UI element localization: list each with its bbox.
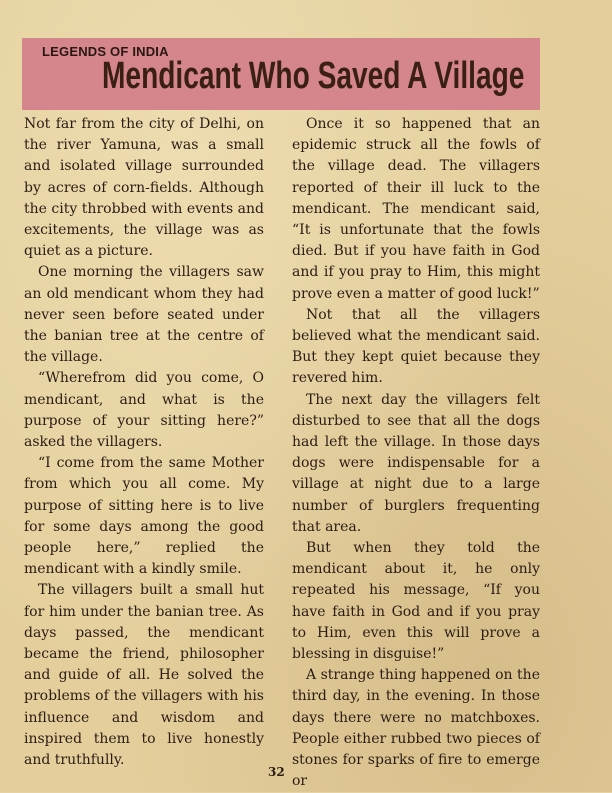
page-number: 32 [268, 765, 285, 779]
series-label: LEGENDS OF INDIA [42, 44, 169, 59]
paragraph: But when they told the mendicant about it, he only repeated his message, “If you have faith in God and if you pray to Him, even this will prove a blessing in disguise!” [292, 540, 540, 663]
paragraph: The villagers built a small hut for him under the banian tree. As days passed, the mendicant became the friend, philosopher and guide of all. He solved the problems of the villagers with his influence and wisdom and inspired them to live honestly and truthfully. [24, 582, 264, 769]
paragraph: Not far from the city of Delhi, on the river Yamuna, was a small and isolated village surrounded by acres of corn-fields. Although the city throbbed with events and excitements, the village was as quiet as a picture. [24, 116, 264, 260]
title-banner [22, 38, 540, 110]
paragraph: The next day the villagers felt disturbed to see that all the dogs had left the village. In those days dogs were indispensable for a village at night due to a large number of burglers frequenting that area. [292, 391, 540, 535]
paragraph: One morning the villagers saw an old mendicant whom they had never seen before seated under the banian tree at the centre of the village. [24, 264, 264, 366]
left-column [24, 114, 264, 771]
paragraph: “Wherefrom did you come, O mendicant, and what is the purpose of your sitting here?” asked the villagers. [24, 370, 264, 451]
right-column [292, 114, 540, 793]
paragraph: Once it so happened that an epidemic struck all the fowls of the village dead. The villagers reported of their ill luck to the mendicant. The mendicant said, “It is unfortunate that the fowls died. But if you have faith in God and if you pray to Him, this might prove even a matter of good luck!” [292, 116, 540, 302]
story-title: Mendicant Who Saved A Village [102, 55, 525, 97]
paragraph: Not that all the villagers believed what the mendicant said. But they kept quiet because they revered him. [292, 306, 540, 387]
paragraph: “I come from the same Mother from which you all come. My purpose of sitting here is to live for some days among the good people here,” replied the mendicant with a kindly smile. [24, 455, 264, 578]
paragraph: A strange thing happened on the third day, in the evening. In those days there were no matchboxes. People either rubbed two pieces of stones for sparks of fire to emerge or [292, 667, 540, 790]
